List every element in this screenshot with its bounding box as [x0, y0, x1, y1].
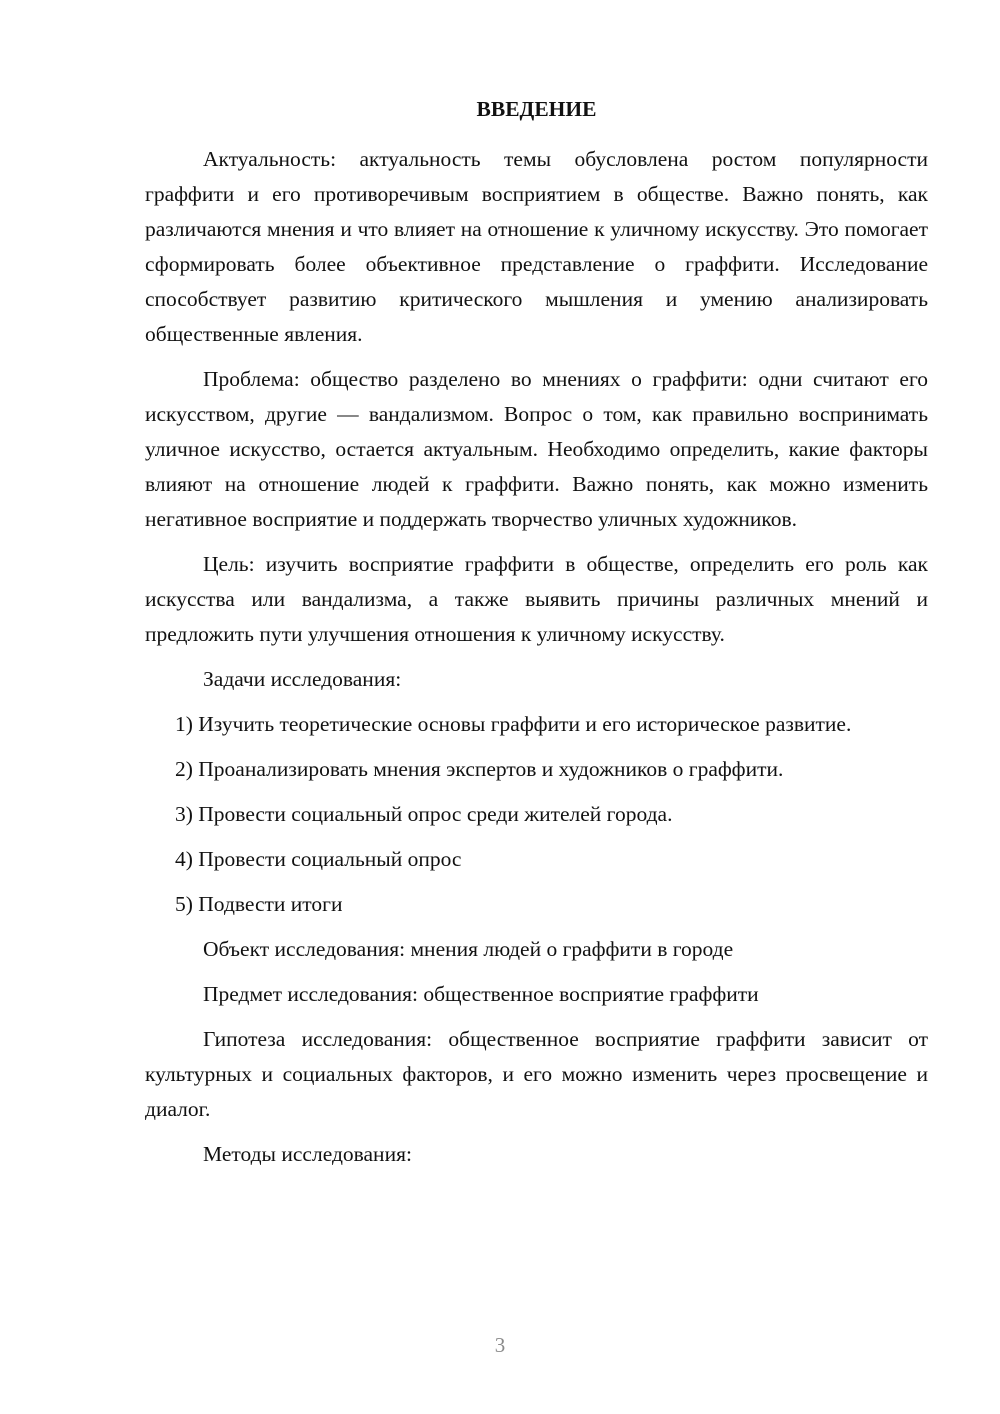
task-item-2: 2) Проанализировать мнения экспертов и художников о граффити.: [175, 757, 784, 781]
page-title: ВВЕДЕНИЕ: [476, 97, 597, 121]
methods-label: Методы исследования:: [203, 1142, 412, 1166]
relevance-paragraph: Актуальность: актуальность темы обусловлена ростом популярности граффити и его противоречивым восприятием в обществе. Важно понять, как различаются мнения и что влияет на отношение к уличному искусству. Это помогает сформировать более объективное представление о граффити. Исследование способствует развитию критического мышления и умению анализировать общественные явления.: [145, 147, 928, 346]
tasks-label: Задачи исследования:: [203, 667, 402, 691]
task-item-1: 1) Изучить теоретические основы граффити и его историческое развитие.: [175, 712, 852, 736]
hypothesis-paragraph: Гипотеза исследования: общественное восприятие граффити зависит от культурных и социальных факторов, и его можно изменить через просвещение и диалог.: [145, 1027, 928, 1121]
task-item-5: 5) Подвести итоги: [175, 892, 343, 916]
research-object: Объект исследования: мнения людей о граффити в городе: [203, 937, 734, 961]
goal-paragraph: Цель: изучить восприятие граффити в обществе, определить его роль как искусства или вандализма, а также выявить причины различных мнений и предложить пути улучшения отношения к уличному искусству.: [145, 552, 928, 646]
research-subject: Предмет исследования: общественное восприятие граффити: [203, 982, 759, 1006]
task-item-4: 4) Провести социальный опрос: [175, 847, 462, 871]
document-page: [145, 92, 928, 1182]
problem-paragraph: Проблема: общество разделено во мнениях о граффити: одни считают его искусством, другие — вандализмом. Вопрос о том, как правильно воспринимать уличное искусство, остается актуальным. Необходимо определить, какие факторы влияют на отношение людей к граффити. Важно понять, как можно изменить негативное восприятие и поддержать творчество уличных художников.: [145, 367, 928, 531]
task-item-3: 3) Провести социальный опрос среди жителей города.: [175, 802, 673, 826]
page-number: 3: [494, 1333, 506, 1357]
